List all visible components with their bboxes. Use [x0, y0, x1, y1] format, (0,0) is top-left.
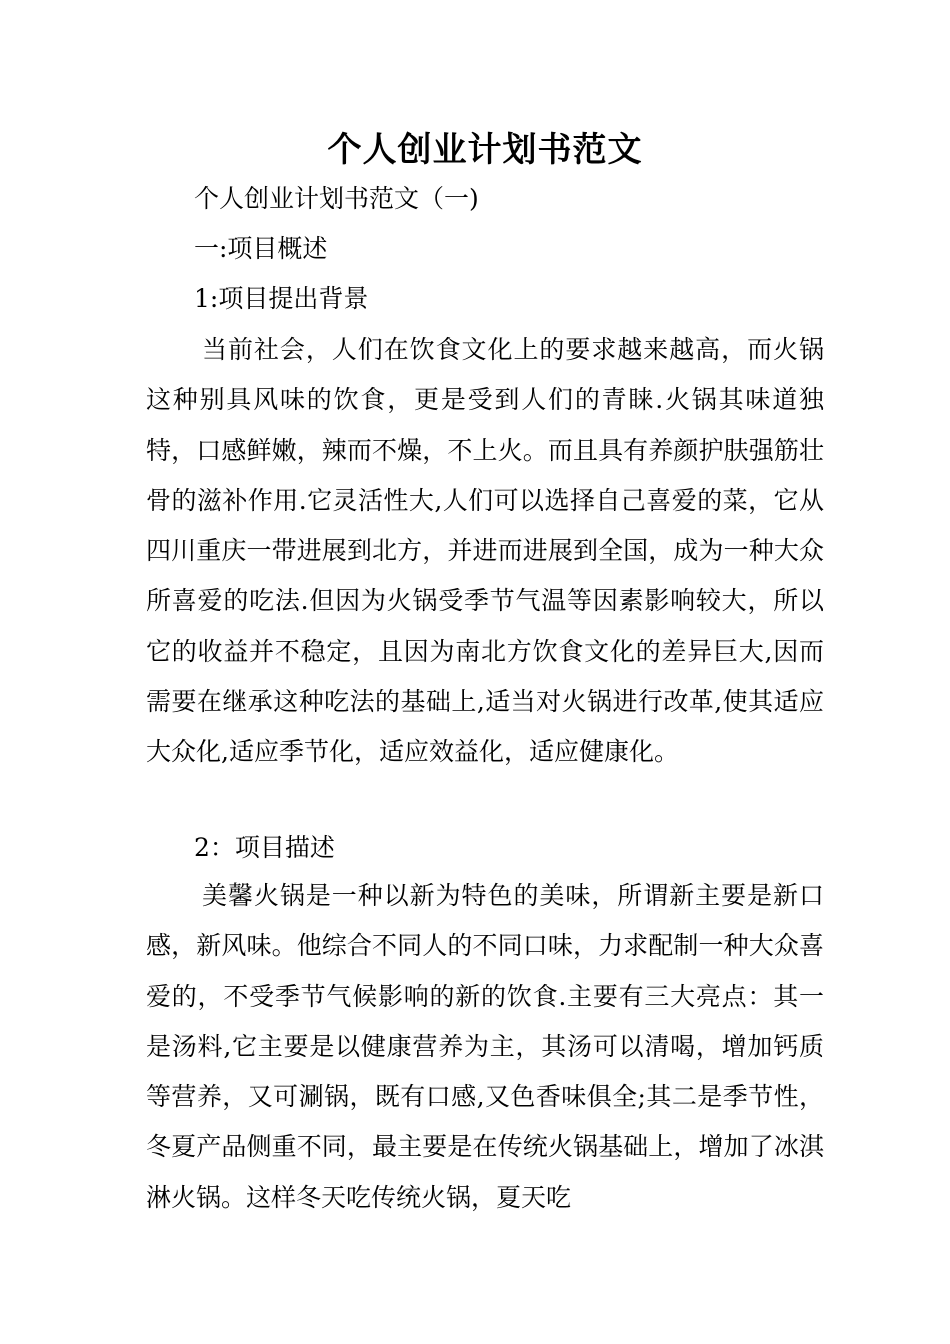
paragraph-description: 美馨火锅是一种以新为特色的美味，所谓新主要是新口感，新风味。他综合不同人的不同口味，力求配制一种大众喜爱的，不受季节气候影响的新的饮食.主要有三大亮点：其一是汤料,它主要是以健康营养为主，其汤可以清喝，增加钙质等营养，又可涮锅，既有口感,又色香味俱全;其二是季节性，冬夏产品侧重不同，最主要是在传统火锅基础上，增加了冰淇淋火锅。这样冬天吃传统火锅，夏天吃 [146, 881, 824, 1212]
section-heading-overview: 一:项目概述 [194, 234, 328, 263]
document-title: 个人创业计划书范文 [327, 130, 643, 170]
paragraph-background: 当前社会，人们在饮食文化上的要求越来越高，而火锅这种别具风味的饮食，更是受到人们的青睐.火锅其味道独特，口感鲜嫩，辣而不燥，不上火。而且具有养颜护肤强筋壮骨的滋补作用.它灵活性大,人们可以选择自己喜爱的菜，它从四川重庆一带进展到北方，并进而进展到全国，成为一种大众所喜爱的吃法.但因为火锅受季节气温等因素影响较大，所以它的收益并不稳定，且因为南北方饮食文化的差异巨大,因而需要在继承这种吃法的基础上,适当对火锅进行改革,使其适应大众化,适应季节化，适应效益化，适应健康化。 [146, 335, 824, 767]
section-heading-description: 2：项目描述 [194, 833, 335, 862]
document-subtitle: 个人创业计划书范文（一) [194, 184, 479, 213]
section-heading-background: 1:项目提出背景 [194, 284, 369, 313]
